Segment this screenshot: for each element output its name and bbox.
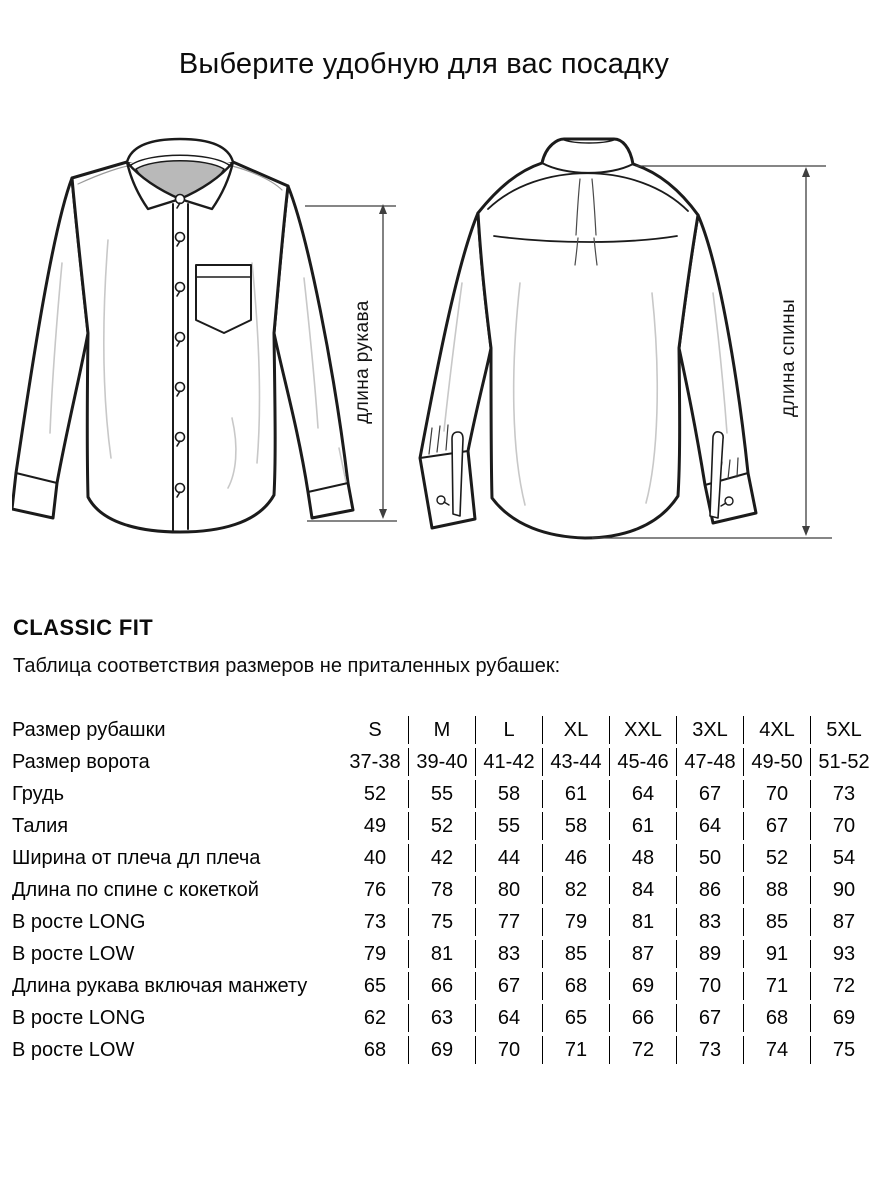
row-label: Длина рукава включая манжету [12,974,308,997]
value-cell: 78 [409,876,476,904]
value-cell: 52 [409,812,476,840]
value-cell: 76 [342,876,409,904]
value-cell: 87 [832,910,856,933]
table-row [12,748,877,776]
value-cell: 42 [409,844,476,872]
value-cell: 65 [342,972,409,1000]
value-cell: 49-50 [744,748,811,776]
size-header-cell: 4XL [744,716,811,744]
value-cell: 83 [476,940,543,968]
value-cell: 70 [832,814,856,837]
value-cell: 88 [744,876,811,904]
value-cell: 41-42 [476,748,543,776]
table-row [12,1004,877,1032]
front-right-sleeve [274,186,353,518]
value-cell: 54 [832,846,856,869]
value-cell: 73 [832,782,856,805]
value-cell: 83 [677,908,744,936]
value-cell: 52 [744,844,811,872]
value-cell: 67 [476,972,543,1000]
shirt-back-drawing [408,133,770,558]
row-label: В росте LOW [12,1038,135,1061]
value-cell: 47-48 [677,748,744,776]
size-table-body [12,716,877,1064]
table-row [12,908,877,936]
value-cell: 75 [409,908,476,936]
value-cell: 55 [409,780,476,808]
value-cell: 55 [476,812,543,840]
value-cell: 72 [832,974,856,997]
page-title: Выберите удобную для вас посадку [178,48,670,80]
value-cell: 69 [610,972,677,1000]
value-cell: 64 [677,812,744,840]
value-cell: 82 [543,876,610,904]
value-cell: 85 [543,940,610,968]
value-cell: 67 [677,780,744,808]
value-cell: 79 [543,908,610,936]
size-header-cell: S [342,716,409,744]
value-cell: 81 [610,908,677,936]
table-row [12,812,877,840]
table-row [12,844,877,872]
value-cell: 66 [409,972,476,1000]
table-row [12,940,877,968]
value-cell: 66 [610,1004,677,1032]
value-cell: 81 [409,940,476,968]
size-header-cell: XXL [610,716,677,744]
row-label: В росте LONG [12,1006,146,1029]
value-cell: 43-44 [543,748,610,776]
sleeve-length-label: длина рукава [352,300,373,424]
table-caption: Таблица соответствия размеров не приталенных рубашек: [13,655,561,677]
row-label: Талия [12,814,69,837]
size-header-cell: XL [543,716,610,744]
value-cell: 44 [476,844,543,872]
value-cell: 90 [832,878,856,901]
value-cell: 48 [610,844,677,872]
value-cell: 86 [677,876,744,904]
value-cell: 80 [476,876,543,904]
value-cell: 51-52 [818,750,870,773]
value-cell: 50 [677,844,744,872]
value-cell: 93 [832,942,856,965]
value-cell: 63 [409,1004,476,1032]
value-cell: 87 [610,940,677,968]
value-cell: 85 [744,908,811,936]
value-cell: 70 [677,972,744,1000]
value-cell: 69 [409,1036,476,1064]
size-header-cell: L [476,716,543,744]
value-cell: 72 [610,1036,677,1064]
value-cell: 73 [677,1036,744,1064]
value-cell: 71 [744,972,811,1000]
value-cell: 70 [476,1036,543,1064]
value-cell: 67 [744,812,811,840]
value-cell: 68 [342,1036,409,1064]
value-cell: 62 [342,1004,409,1032]
value-cell: 61 [543,780,610,808]
front-collar-band [127,139,233,162]
table-row [12,716,877,744]
value-cell: 77 [476,908,543,936]
value-cell: 58 [543,812,610,840]
table-row [12,876,877,904]
value-cell: 45-46 [610,748,677,776]
value-cell: 73 [342,908,409,936]
value-cell: 46 [543,844,610,872]
value-cell: 71 [543,1036,610,1064]
value-cell: 74 [744,1036,811,1064]
row-label: Ширина от плеча дл плеча [12,846,261,869]
value-cell: 49 [342,812,409,840]
shirt-front-drawing [12,128,357,540]
size-header-cell: M [409,716,476,744]
size-table [12,712,877,1068]
row-label: Грудь [12,782,65,805]
value-cell: 58 [476,780,543,808]
value-cell: 39-40 [409,748,476,776]
value-cell: 68 [744,1004,811,1032]
fit-heading: CLASSIC FIT [13,615,154,640]
value-cell: 67 [677,1004,744,1032]
value-cell: 75 [832,1038,856,1061]
row-label: Размер ворота [12,750,150,773]
value-cell: 52 [342,780,409,808]
value-cell: 64 [476,1004,543,1032]
value-cell: 70 [744,780,811,808]
value-cell: 79 [342,940,409,968]
row-label: Длина по спине с кокеткой [12,878,259,901]
value-cell: 89 [677,940,744,968]
value-cell: 37-38 [342,748,409,776]
size-header-cell: 5XL [826,718,862,741]
table-row [12,1036,877,1064]
value-cell: 84 [610,876,677,904]
row-label: В росте LONG [12,910,146,933]
row-label: В росте LOW [12,942,135,965]
table-row [12,780,877,808]
back-body [478,139,698,538]
value-cell: 64 [610,780,677,808]
table-row [12,972,877,1000]
back-length-label: длина спины [778,298,799,418]
front-pocket [196,265,251,333]
value-cell: 61 [610,812,677,840]
row-label: Размер рубашки [12,718,166,741]
value-cell: 68 [543,972,610,1000]
size-header-cell: 3XL [677,716,744,744]
value-cell: 69 [832,1006,856,1029]
value-cell: 91 [744,940,811,968]
value-cell: 65 [543,1004,610,1032]
value-cell: 40 [342,844,409,872]
